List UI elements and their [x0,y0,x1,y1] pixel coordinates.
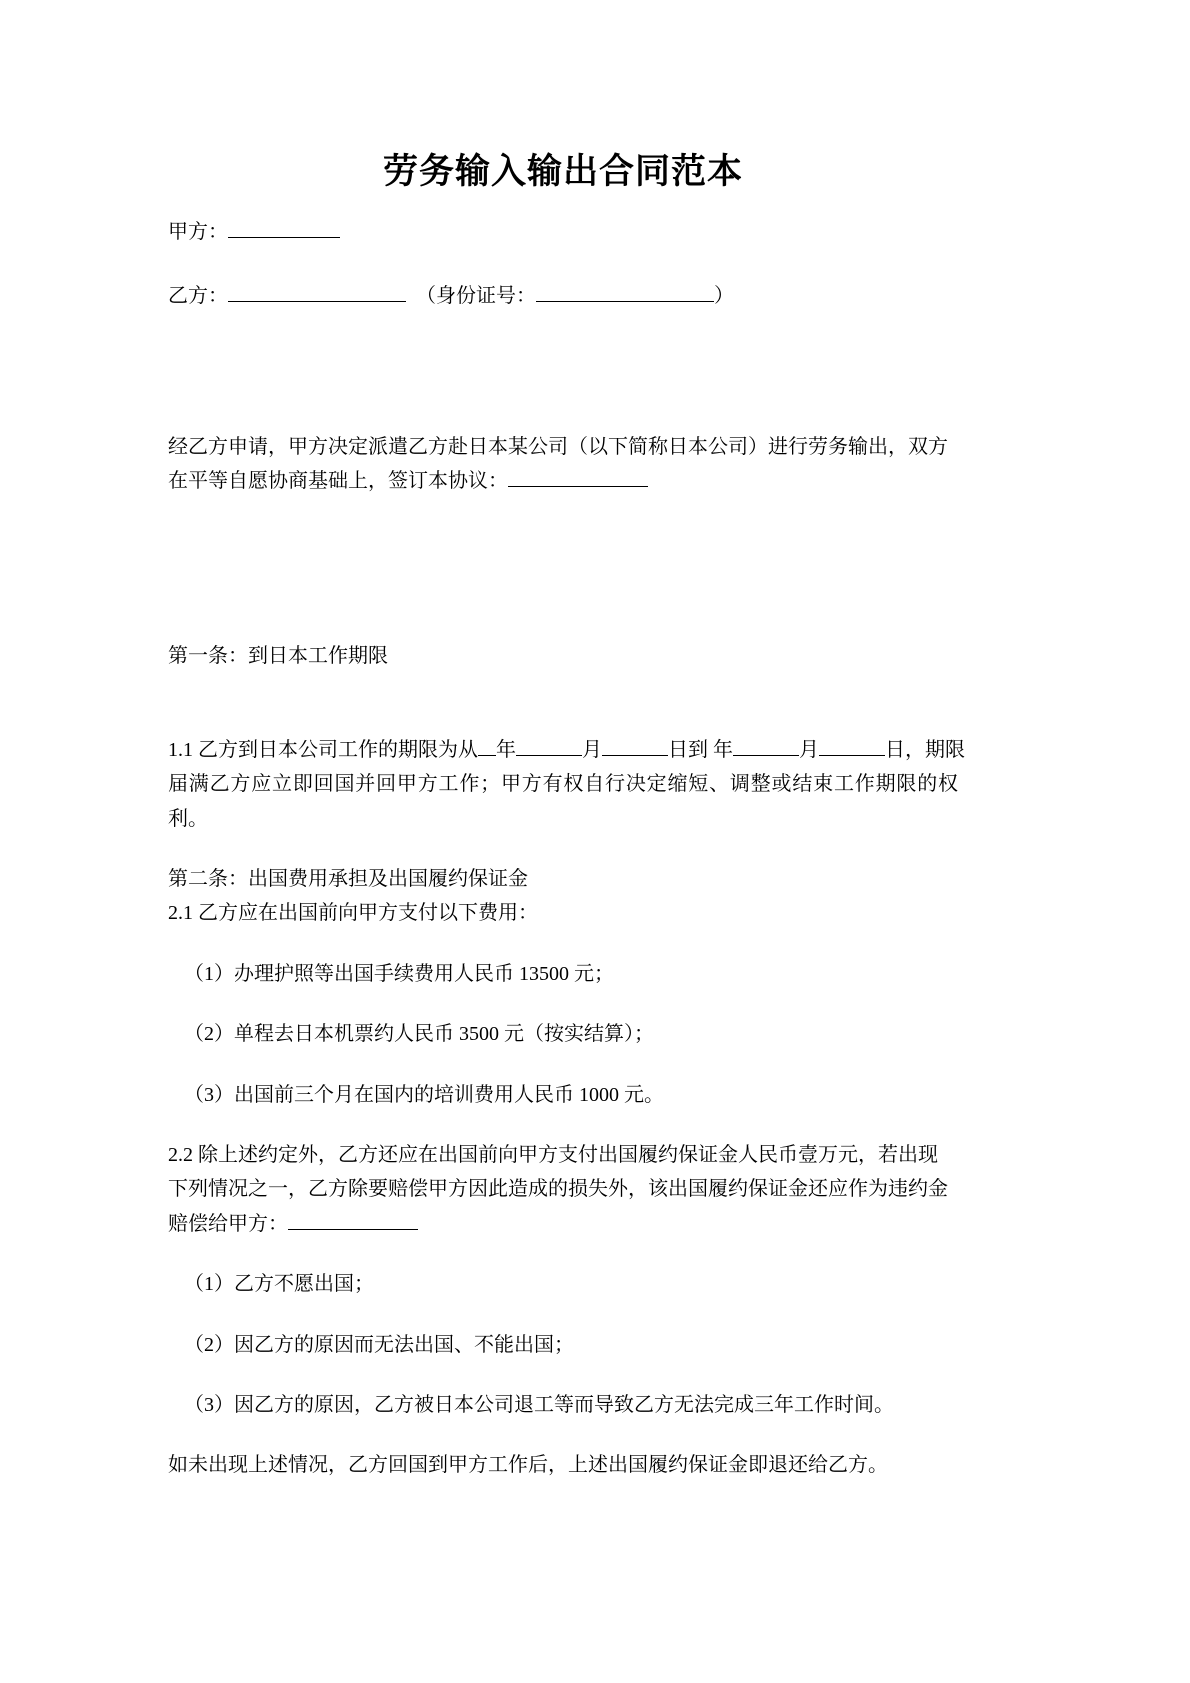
fee-item-2: （2）单程去日本机票约人民币 3500 元（按实结算）； [184,1023,654,1046]
fee-item-1: （1）办理护照等出国手续费用人民币 13500 元； [184,962,614,985]
breach-item-3: （3）因乙方的原因，乙方被日本公司退工等而导致乙方无法完成三年工作时间。 [184,1394,894,1416]
clause-1-1 [168,733,965,836]
breach-item-2: （2）因乙方的原因而无法出国、不能出国； [184,1333,574,1356]
clause-1-1-day1-blank[interactable] [602,735,668,756]
clause-1-1-year1-label: 年 [496,738,516,761]
id-number-blank[interactable] [536,281,714,302]
article-two-closing-paragraph: 如未出现上述情况，乙方回国到甲方工作后，上述出国履约保证金即退还给乙方。 [168,1454,888,1477]
clause-1-1-line-2: 届满乙方应立即回国并回甲方工作；甲方有权自行决定缩短、调整或结束工作期限的权利。 [168,773,958,830]
preamble-paragraph [168,430,958,499]
clause-1-1-text-part1: 1.1 乙方到日本公司工作的期限为从 [168,738,478,761]
article-two-heading: 第二条：出国费用承担及出国履约保证金 [168,868,528,891]
preamble-line-2: 在平等自愿协商基础上，签订本协议： [168,470,508,493]
fee-item-3: （3）出国前三个月在国内的培训费用人民币 1000 元。 [184,1083,664,1106]
clause-2-2-line-3: 赔偿给甲方： [168,1212,288,1235]
clause-1-1-day2-blank[interactable] [819,735,885,756]
id-number-label-open: （身份证号： [416,284,536,307]
clause-1-1-month2-blank[interactable] [733,735,799,756]
clause-2-1: 2.1 乙方应在出国前向甲方支付以下费用： [168,902,538,925]
clause-1-1-year2-label: 年 [713,738,733,761]
clause-1-1-year1-blank[interactable] [478,735,496,756]
party-b-label: 乙方： [168,284,228,307]
spacer-after-parties [168,312,958,430]
id-number-label-close: ） [714,284,734,307]
preamble-line-1: 经乙方申请，甲方决定派遣乙方赴日本某公司（以下简称日本公司）进行劳务输出，双方 [168,435,948,458]
party-a-label: 甲方： [168,220,228,243]
document-body [168,0,965,1483]
clause-1-1-day2-label: 日，期限 [885,738,965,761]
party-b-blank[interactable] [228,281,406,302]
clause-2-2-line-1: 2.2 除上述约定外，乙方还应在出国前向甲方支付出国履约保证金人民币壹万元，若出现 [168,1144,938,1167]
page-title: 劳务输入输出合同范本 [382,152,743,191]
party-b-line [168,248,958,312]
breach-item-1: （1）乙方不愿出国； [184,1273,374,1296]
party-a-line [168,194,958,248]
preamble-blank[interactable] [508,466,648,487]
clause-1-1-day1-label: 日到 [668,738,708,761]
clause-1-1-month1-blank[interactable] [516,735,582,756]
party-a-blank[interactable] [228,217,340,238]
clause-2-2-blank[interactable] [288,1209,418,1230]
clause-2-2 [168,1138,958,1241]
clause-1-1-month2-label: 月 [799,738,819,761]
article-one-heading: 第一条：到日本工作期限 [168,644,388,667]
clause-1-1-month1-label: 月 [582,738,602,761]
clause-2-2-line-2: 下列情况之一，乙方除要赔偿甲方因此造成的损失外，该出国履约保证金还应作为违约金 [168,1178,948,1201]
